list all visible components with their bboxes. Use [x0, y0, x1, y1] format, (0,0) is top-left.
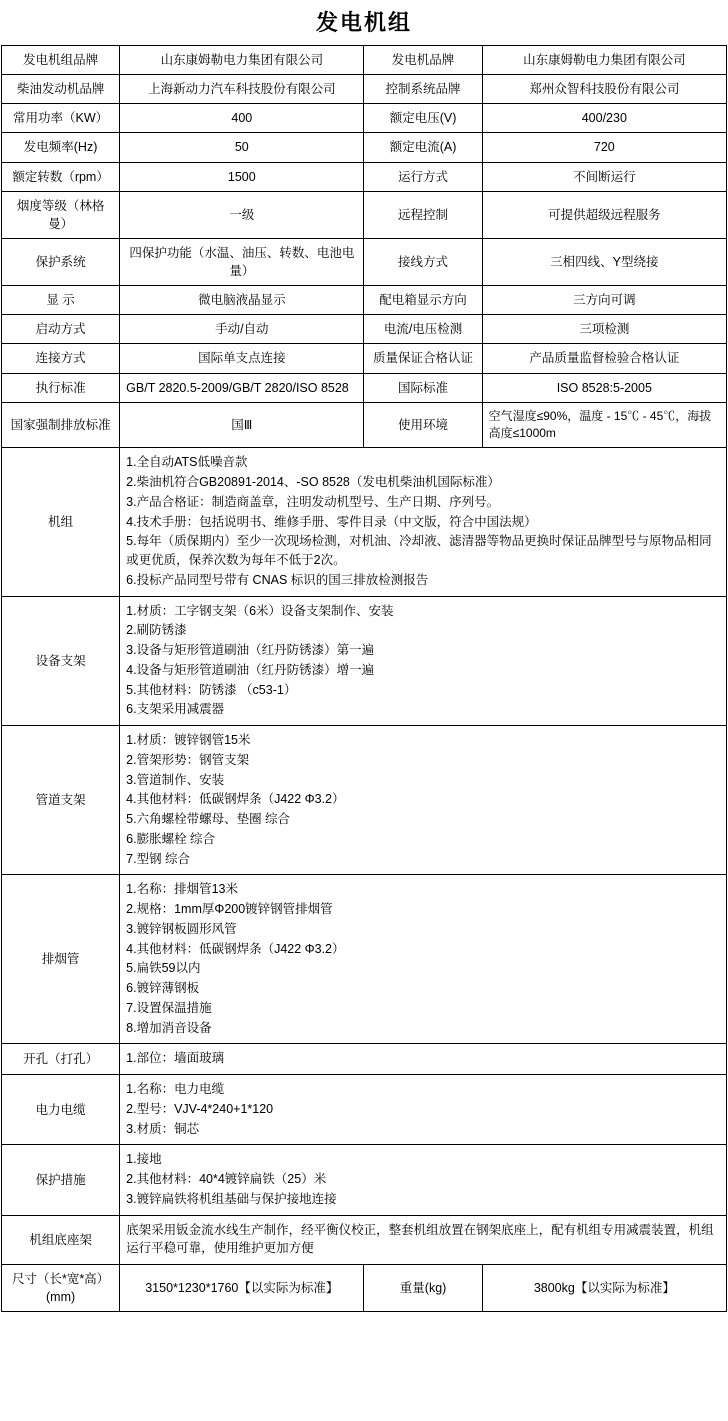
block-label: 排烟管 — [2, 875, 120, 1044]
row-value-1: 一级 — [120, 191, 364, 238]
row-label-2: 接线方式 — [364, 238, 482, 285]
table-row — [2, 344, 727, 373]
row-label-1: 烟度等级（林格曼） — [2, 191, 120, 238]
row-value-2: 空气湿度≤90%，温度 - 15℃ - 45℃，海拔高度≤1000m — [482, 402, 726, 448]
list-item: 底架采用钣金流水线生产制作，经平衡仪校正，整套机组放置在钢架底座上，配有机组专用减震装置，机组运行平稳可靠，使用维护更加方便 — [126, 1222, 714, 1256]
table-row — [2, 1145, 727, 1215]
row-label-1: 执行标准 — [2, 373, 120, 402]
table-row — [2, 238, 727, 285]
list-item: 5.其他材料：防锈漆 （c53-1） — [126, 682, 297, 697]
row-label-2: 配电箱显示方向 — [364, 286, 482, 315]
table-row — [2, 726, 727, 875]
list-item: 4.其他材料：低碳钢焊条（J422 Φ3.2） — [126, 941, 345, 956]
list-item: 1.材质：镀锌钢管15米 — [126, 733, 251, 748]
list-item: 3.材质：铜芯 — [126, 1121, 200, 1136]
list-item: 2.其他材料：40*4镀锌扁铁（25）米 — [126, 1172, 327, 1187]
table-row — [2, 75, 727, 104]
row-label-2: 发电机品牌 — [364, 46, 482, 75]
block-label: 开孔（打孔） — [2, 1044, 120, 1075]
row-value-1: 国际单支点连接 — [120, 344, 364, 373]
list-item: 7.设置保温措施 — [126, 1000, 212, 1015]
row-value-1: 上海新动力汽车科技股份有限公司 — [120, 75, 364, 104]
list-item: 3.产品合格证：制造商盖章，注明发动机型号、生产日期、序列号。 — [126, 494, 500, 509]
block-label: 设备支架 — [2, 596, 120, 726]
list-item: 3.镀锌钢板圆形风管 — [126, 921, 237, 936]
table-row — [2, 46, 727, 75]
table-row — [2, 191, 727, 238]
row-label-1: 柴油发动机品牌 — [2, 75, 120, 104]
list-item: 2.刷防锈漆 — [126, 623, 187, 638]
block-body — [120, 448, 727, 596]
row-value-1: 国Ⅲ — [120, 402, 364, 448]
table-row — [2, 1075, 727, 1145]
row-value-1: 四保护功能（水温、油压、转数、电池电量） — [120, 238, 364, 285]
block-body — [120, 1215, 727, 1265]
row-label-2: 电流/电压检测 — [364, 315, 482, 344]
list-item: 2.管架形势：钢管支架 — [126, 752, 250, 767]
row-value-2: 产品质量监督检验合格认证 — [482, 344, 726, 373]
list-item: 1.名称：排烟管13米 — [126, 882, 238, 897]
table-row — [2, 875, 727, 1044]
row-value-2: 不间断运行 — [482, 162, 726, 191]
row-label-1: 显 示 — [2, 286, 120, 315]
row-label-2: 运行方式 — [364, 162, 482, 191]
row-label-1: 发电机组品牌 — [2, 46, 120, 75]
block-label: 电力电缆 — [2, 1075, 120, 1145]
list-item: 2.柴油机符合GB20891-2014、-SO 8528（发电机柴油机国际标准） — [126, 475, 500, 490]
row-value-1: 山东康姆勒电力集团有限公司 — [120, 46, 364, 75]
footer-label-1: 尺寸（长*宽*高）(mm) — [2, 1265, 120, 1312]
list-item: 5.扁铁59以内 — [126, 961, 201, 976]
table-row — [2, 315, 727, 344]
row-label-2: 使用环境 — [364, 402, 482, 448]
row-label-2: 额定电流(A) — [364, 133, 482, 162]
list-item: 3.管道制作、安装 — [126, 772, 225, 787]
row-value-1: 400 — [120, 104, 364, 133]
list-item: 1.部位：墙面玻璃 — [126, 1051, 225, 1066]
block-body — [120, 726, 727, 875]
block-label: 机组 — [2, 448, 120, 596]
block-body — [120, 875, 727, 1044]
row-label-2: 国际标准 — [364, 373, 482, 402]
list-item: 6.镀锌薄钢板 — [126, 981, 200, 996]
block-label: 机组底座架 — [2, 1215, 120, 1265]
row-value-2: 山东康姆勒电力集团有限公司 — [482, 46, 726, 75]
table-row — [2, 286, 727, 315]
row-value-2: 三方向可调 — [482, 286, 726, 315]
list-item: 1.接地 — [126, 1152, 162, 1167]
list-item: 6.投标产品同型号带有 CNAS 标识的国三排放检测报告 — [126, 572, 429, 587]
row-label-1: 保护系统 — [2, 238, 120, 285]
list-item: 2.规格：1mm厚Φ200镀锌钢管排烟管 — [126, 902, 333, 917]
block-body — [120, 596, 727, 726]
row-label-1: 额定转数（rpm） — [2, 162, 120, 191]
row-label-1: 国家强制排放标准 — [2, 402, 120, 448]
page-title: 发电机组 — [315, 10, 412, 35]
row-value-2: 郑州众智科技股份有限公司 — [482, 75, 726, 104]
row-label-1: 连接方式 — [2, 344, 120, 373]
list-item: 2.型号：VJV-4*240+1*120 — [126, 1101, 274, 1116]
row-value-2: 可提供超级远程服务 — [482, 191, 726, 238]
table-row — [2, 373, 727, 402]
row-value-1: GB/T 2820.5-2009/GB/T 2820/ISO 8528 — [120, 373, 364, 402]
block-body — [120, 1075, 727, 1145]
list-item: 1.名称：电力电缆 — [126, 1082, 225, 1097]
list-item: 3.镀锌扁铁将机组基础与保护接地连接 — [126, 1191, 337, 1206]
block-body — [120, 1145, 727, 1215]
row-value-2: 三项检测 — [482, 315, 726, 344]
list-item: 1.全自动ATS低噪音款 — [126, 455, 248, 470]
block-body — [120, 1044, 727, 1075]
list-item: 4.技术手册：包括说明书、维修手册、零件目录（中文版，符合中国法规） — [126, 514, 537, 529]
row-value-2: 720 — [482, 133, 726, 162]
list-item: 1.材质：工字钢支架（6米）设备支架制作、安装 — [126, 603, 394, 618]
row-label-1: 常用功率（KW） — [2, 104, 120, 133]
row-value-1: 1500 — [120, 162, 364, 191]
footer-label-2: 重量(kg) — [364, 1265, 482, 1312]
row-value-1: 50 — [120, 133, 364, 162]
table-row — [2, 104, 727, 133]
table-row — [2, 1044, 727, 1075]
footer-value-1: 3150*1230*1760【以实际为标准】 — [120, 1265, 364, 1312]
row-label-1: 发电频率(Hz) — [2, 133, 120, 162]
row-value-2: 400/230 — [482, 104, 726, 133]
row-value-2: 三相四线、Y型绕接 — [482, 238, 726, 285]
list-item: 5.每年（质保期内）至少一次现场检测，对机油、冷却液、滤清器等物品更换时保证品牌型号与原物品相同或更优质，保养次数为每年不低于2次。 — [126, 534, 712, 568]
table-row — [2, 162, 727, 191]
list-item: 4.其他材料：低碳钢焊条（J422 Φ3.2） — [126, 792, 345, 807]
list-item: 8.增加消音设备 — [126, 1020, 212, 1035]
row-value-1: 手动/自动 — [120, 315, 364, 344]
block-label: 管道支架 — [2, 726, 120, 875]
row-value-1: 微电脑液晶显示 — [120, 286, 364, 315]
row-value-2: ISO 8528:5-2005 — [482, 373, 726, 402]
block-label: 保护措施 — [2, 1145, 120, 1215]
row-label-2: 远程控制 — [364, 191, 482, 238]
row-label-1: 启动方式 — [2, 315, 120, 344]
footer-value-2: 3800kg【以实际为标准】 — [482, 1265, 726, 1312]
list-item: 3.设备与矩形管道刷油（红丹防锈漆）第一遍 — [126, 643, 375, 658]
spec-table — [1, 45, 727, 1312]
table-row — [2, 133, 727, 162]
table-row-footer — [2, 1265, 727, 1312]
row-label-2: 控制系统品牌 — [364, 75, 482, 104]
list-item: 7.型钢 综合 — [126, 851, 191, 866]
list-item: 4.设备与矩形管道刷油（红丹防锈漆）增一遍 — [126, 662, 375, 677]
table-row — [2, 596, 727, 726]
list-item: 6.支架采用减震器 — [126, 702, 225, 717]
list-item: 5.六角螺栓带螺母、垫圈 综合 — [126, 812, 291, 827]
row-label-2: 质量保证合格认证 — [364, 344, 482, 373]
table-row — [2, 1215, 727, 1265]
table-row — [2, 402, 727, 448]
list-item: 6.膨胀螺栓 综合 — [126, 831, 216, 846]
table-row — [2, 448, 727, 596]
row-label-2: 额定电压(V) — [364, 104, 482, 133]
